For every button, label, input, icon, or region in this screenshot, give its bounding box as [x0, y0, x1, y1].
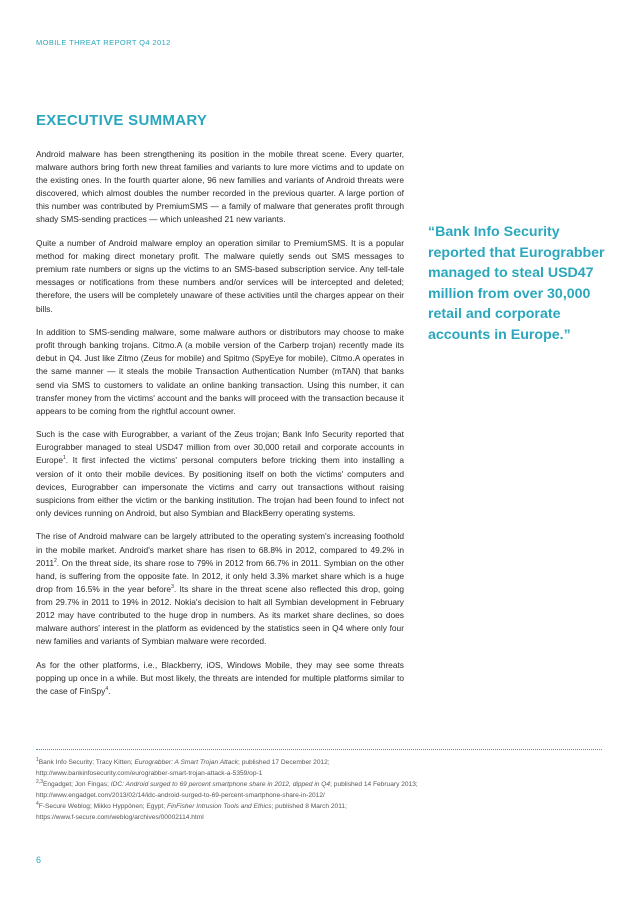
- footnote-2-3-link[interactable]: http://www.engadget.com/2013/02/14/idc-android-surged-to-69-percent-smartphone-share-in-2012/: [36, 792, 325, 799]
- footnote-1-source: Bank Info Security; Tracy Kitten;: [38, 759, 135, 766]
- footnote-4-number: 4: [36, 800, 39, 807]
- section-title: EXECUTIVE SUMMARY: [36, 112, 208, 129]
- paragraph-1: Android malware has been strengthening its position in the mobile threat scene. Every quarter, malware authors bring forth new threat families and variants to lure more victims and to update on the existing ones. In the fourth quarter alone, 96 new families and variants of Android threats were discovered, which almost doubles the number recorded in the previous quarter. A large portion of this number was contributed by PremiumSMS — a family of malware that generates profit through shady SMS-sending practices — which unleashed 21 new variants.: [36, 149, 404, 225]
- footnote-2-3-title: IDC: Android surged to 69 percent smartphone share in 2012, dipped in Q4: [110, 781, 331, 788]
- footnote-2-3-source: Engadget; Jon Fingas;: [42, 781, 111, 788]
- paragraph-3: In addition to SMS-sending malware, some malware authors or distributors may choose to make profit through banking trojans. Citmo.A (a mobile version of the Carberp trojan) recently made its debut in Q4. Just like Zitmo (Zeus for mobile) and Spitmo (SpyEye for mobile), Citmo.A operates in the same manner — it steals the mobile Transaction Authentication Number (mTAN) that banks send via SMS to customers to validate an online banking transaction. Using this number, it can transfer money from the victims' account and the banks will proceed with the transaction because it appears to be coming from the rightful account owner.: [36, 327, 404, 416]
- paragraph-2: Quite a number of Android malware employ an operation similar to PremiumSMS. It is a popular method for making direct monetary profit. The malware quietly sends out SMS messages to premium rate numbers or signs up the victims to an SMS-based subscription service. Any tell-tale messages or notifications from these numbers and/or services will be intercepted and deleted; therefore, the users will be completely unaware of these activities until the charges appear on their bills.: [36, 238, 404, 314]
- footnote-1: [36, 757, 596, 768]
- paragraph-6-part-b: .: [108, 685, 111, 696]
- paragraph-4-part-a: Such is the case with Eurograbber, a variant of the Zeus trojan; Bank Info Security reported that Eurograbber managed to steal USD47 million from over 30,000 retail and corporate accounts in Europe: [36, 429, 404, 466]
- footnote-2-3-number: 2,3: [36, 778, 43, 785]
- footnote-divider: [36, 749, 602, 750]
- footnote-4: [36, 801, 596, 812]
- footnote-4-date: ; published 8 March 2011;: [271, 803, 347, 810]
- report-header-label: MOBILE THREAT REPORT Q4 2012: [36, 38, 171, 47]
- paragraph-6: [36, 659, 404, 698]
- footnote-ref-4: 4: [105, 686, 109, 693]
- footnotes: [36, 757, 596, 823]
- paragraph-5-part-c: . Its share in the threat scene also reflected this drop, going from 29.7% in 2011 to 19% in 2012. Nokia's decision to halt all Symbian development in February 2012 may have contributed to the huge drop in numbers. As its market share declines, so does malware authors' interest in the platform as evidenced by the statistics seen in Q4 where only four new families and variants of Symbian malware were recorded.: [36, 583, 404, 647]
- footnote-ref-3: 3: [171, 584, 174, 591]
- paragraph-4-part-b: . It first infected the victims' personal computers before tricking them into installing a version of it onto their mobile devices. By positioning itself on both the victims' computers and devices, Eurograbber can impersonate the victims and carry out transactions without raising suspicions from either the victim or the banking institution. The trojan had been found to infect not only devices running on Android, but also Symbian and BlackBerry operating systems.: [36, 455, 404, 518]
- footnote-ref-2: 2: [54, 557, 57, 564]
- pull-quote: “Bank Info Security reported that Eurograbber managed to steal USD47 million from over 30,000 retail and corporate accounts in Europe.”: [428, 224, 605, 343]
- body-column: [36, 148, 404, 709]
- paragraph-5-part-b: . On the threat side, its share rose to 79% in 2012 from 66.7% in 2011. Symbian on the other hand, is suffering from the opposite fate. In 2012, it only held 3.3% market share which is a huge drop from 16.5% in the year before: [36, 557, 404, 594]
- footnote-4-source: F-Secure Weblog; Mikko Hyppönen; Egypt;: [38, 803, 167, 810]
- footnote-2-3: [36, 779, 596, 790]
- paragraph-6-part-a: As for the other platforms, i.e., Blackberry, iOS, Windows Mobile, they may see some threats popping up once in a while. But most likely, the threats are intended for multiple platforms similar to the case of FinSpy: [36, 659, 404, 696]
- footnote-1-link[interactable]: http://www.bankinfosecurity.com/eurograbber-smart-trojan-attack-a-5359/op-1: [36, 770, 263, 777]
- footnote-1-number: 1: [36, 756, 39, 763]
- footnote-1-date: ; published 17 December 2012;: [238, 759, 330, 766]
- page-number: 6: [36, 855, 42, 865]
- footnote-4-title: FinFisher Intrusion Tools and Ethics: [166, 803, 272, 810]
- footnote-2-3-date: ; published 14 February 2013;: [330, 781, 418, 788]
- paragraph-5-part-a: The rise of Android malware can be largely attributed to the operating system's increasing foothold in the mobile market. Android's market share has risen to 68.8% in 2012, compared to 49.2% in 2011: [36, 531, 404, 568]
- paragraph-4: [36, 428, 404, 520]
- footnote-1-title: Eurograbber: A Smart Trojan Attack: [134, 759, 239, 766]
- footnote-ref-1: 1: [63, 455, 66, 462]
- paragraph-5: [36, 530, 404, 648]
- footnote-4-link[interactable]: https://www.f-secure.com/weblog/archives/00002114.html: [36, 814, 204, 821]
